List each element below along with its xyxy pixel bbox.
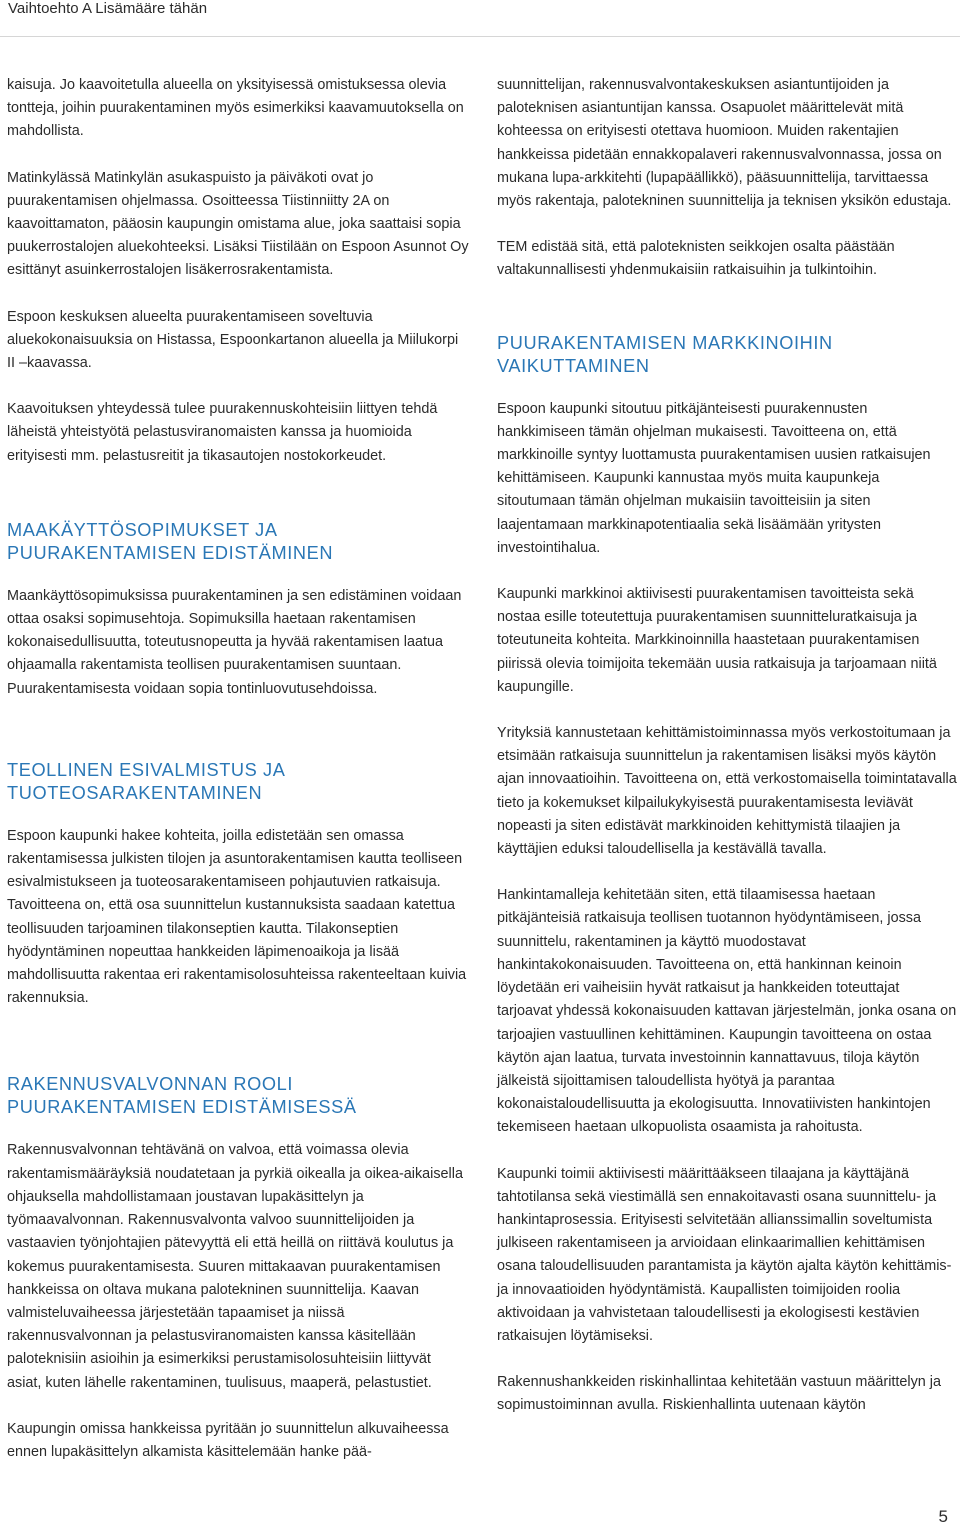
document-title: Vaihtoehto A Lisämääre tähän bbox=[8, 0, 208, 17]
right-column bbox=[497, 74, 957, 1441]
paragraph: Espoon keskuksen alueelta puurakentamiseen soveltuvia aluekokonaisuuksia on Histassa, Espoonkartanon alueella ja Miilukorpi II –kaavassa. bbox=[7, 308, 459, 372]
paragraph: Matinkylässä Matinkylän asukaspuisto ja päiväkoti ovat jo puurakentamisen ohjelmassa. Osoitteessa Tiistinniitty 2A on kaavoittamaton, pääosin kaupungin omistama alue, joka saattaisi sopia puukerrostalojen aluekohteeksi. Lisäksi Tiistilään on Espoon Asunnot Oy esittänyt asuinkerrostalojen lisäkerrosrakentamista. bbox=[7, 169, 469, 279]
paragraph: Rakennusvalvonnan tehtävänä on valvoa, että voimassa olevia rakentamismääräyksiä noudatetaan ja pyrkiä oikealla ja oikea-aikaisella ohjauksella mahdollistamaan joustavan lupakäsittelyn ja työmaavalvonnan. Rakennusvalvonta valvoo suunnittelijoiden ja vastaavien työnjohtajien pätevyyttä eli että heillä on riittävä koulutus ja kokemus puurakentamisesta. Suuren mittakaavan puurakentamisen hankkeissa on oltava mukana palotekninen suunnittelija. Kaavan valmisteluvaiheessa järjestetään tapaamiset ja niissä rakennusvalvonnan ja pelastusviranomaisten kanssa käsitellään paloteknisiin asioihin ja esimerkiksi perustamisolosuhteisiin liittyvät asiat, kuten lähelle rakentaminen, tuulisuus, maaperä, pelastustiet. bbox=[7, 1142, 463, 1391]
paragraph: Espoon kaupunki sitoutuu pitkäjänteisesti puurakennusten hankkimiseen tämän ohjelman mukaisesti. Tavoitteena on, että markkinoille syntyy luottamusta puurakentamisen uusien ratkaisujen kehittämiseen. Kaupunki kannustaa myös muita kaupunkeja sitoutumaan tämän ohjelman mukaisiin tavoitteisiin ja siten laajentamaan markkinapotentiaalia sekä lisäämään yritysten investointihalua. bbox=[497, 400, 931, 556]
paragraph: Maankäyttösopimuksissa puurakentaminen ja sen edistäminen voidaan ottaa osaksi sopimusehtoja. Sopimuksilla haetaan rakentamisen kokonaisedullisuutta, toteutusnopeutta ja hyvää rakentamisen laatua ohjaamalla rakentamista teollisen puurakentamisen suuntaan. Puurakentamisesta voidaan sopia tontinluovutusehdoissa. bbox=[7, 587, 462, 697]
paragraph: suunnittelijan, rakennusvalvontakeskuksen asiantuntijoiden ja paloteknisen asiantuntijan kanssa. Osapuolet määrittelevät mitä kohteessa on erityisesti otettava huomioon. Muiden rakentajien hankkeissa pidetään ennakkopalaveri rakennusvalvonnassa, jossa on mukana lupa-arkkitehti (lupapäällikkö), pääsuunnittelija, tarvittaessa myös rakentaja, palotekninen suunnittelija ja teknisen yksikön edustaja. bbox=[497, 77, 952, 210]
paragraph: Kaupungin omissa hankkeissa pyritään jo suunnittelun alkuvaiheessa ennen lupakäsittelyn alkamista käsittelemään hanke pää- bbox=[7, 1420, 449, 1460]
paragraph: Hankintamalleja kehitetään siten, että tilaamisessa haetaan pitkäjänteisiä ratkaisuja teollisen tuotannon hyödyntämiseen, jossa suunnittelu, rakentaminen ja käyttö muodostavat hankintakokonaisuuden. Tavoitteena on, että hankinnan keinoin löydetään eri vaiheisiin hyvät ratkaisut ja hankkeiden toteuttajat tarjoavat yhdessä kokonaisuuden kattavan järjestelmän, jonka osana on tarjoajien vastuullinen kehittäminen. Kaupungin tavoitteena on ostaa käytön ajan laatua, turvata investoinnin kannattavuus, tiloja käytön jälkeistä sijoittamisen taloudellista hyötyä ja parantaa kokonaistaloudellisuutta ja ekologisuutta. Innovatiivisten hankintojen tekemiseen haetaan ulkopuolista osaamista ja rahoitusta. bbox=[497, 887, 957, 1136]
section-heading: TEOLLINEN ESIVALMISTUS JA TUOTEOSARAKENTAMINEN bbox=[7, 759, 285, 803]
page-number: 5 bbox=[938, 1507, 948, 1526]
paragraph: Rakennushankkeiden riskinhallintaa kehitetään vastuun määrittelyn ja sopimustoiminnan avulla. Riskienhallinta uutenaan käytön bbox=[497, 1374, 941, 1414]
left-column bbox=[7, 74, 469, 1487]
paragraph: TEM edistää sitä, että paloteknisten seikkojen osalta päästään valtakunnallisesti yhdenmukaisiin ratkaisuihin ja tulkintoihin. bbox=[497, 239, 895, 279]
section-heading: PUURAKENTAMISEN MARKKINOIHIN VAIKUTTAMINEN bbox=[497, 332, 833, 376]
section-heading: MAAKÄYTTÖSOPIMUKSET JA PUURAKENTAMISEN EDISTÄMINEN bbox=[7, 519, 334, 563]
paragraph: Kaupunki toimii aktiivisesti määrittääkseen tilaajana ja käyttäjänä tahtotilansa sekä viestimällä sen ennakoitavasti osana suunnittelu- ja hankintaprosessia. Erityisesti selvitetään allianssimallin soveltumista julkiseen rakentamiseen ja arvioidaan elinkaarimallien kehittämisen osana taloudellisuuden parantamista ja käytön ajalta käytön kehittämis- ja innovaatioiden hyödyntämistä. Kaupallisten toimijoiden roolia aktivoidaan ja vahvistetaan taloudellisesti ja ekologisesti kestävien ratkaisujen löytämiseksi. bbox=[497, 1165, 952, 1344]
paragraph: kaisuja. Jo kaavoitetulla alueella on yksityisessä omistuksessa olevia tontteja, joihin puurakentaminen myös esimerkiksi kaavamuutoksella on mahdollista. bbox=[7, 77, 464, 140]
paragraph: Espoon kaupunki hakee kohteita, joilla edistetään sen omassa rakentamisessa julkisten tilojen ja asuntorakentamisen kautta teolliseen esivalmistukseen ja tuoteosarakentamiseen pohjautuvien ratkaisuja. Tavoitteena on, että osa suunnittelun kustannuksista saadaan katettua teollisuuden tarjoaminen tilakonseptien kautta. Tilakonseptien hyödyntäminen nopeuttaa hankkeiden läpimenoaikoja ja lisää mahdollisuutta rakentaa eri rakentamisolosuhteissa rakenteeltaan kuivia rakennuksia. bbox=[7, 827, 467, 1007]
page-header bbox=[0, 0, 960, 37]
paragraph: Kaupunki markkinoi aktiivisesti puurakentamisen tavoitteista sekä nostaa esille toteutettuja puurakentamisen suunnitteluratkaisuja ja toteutuneita kohteita. Markkinoinnilla haastetaan puurakentamisen piirissä olevia toimijoita tekemään uusia ratkaisuja ja tarjoamaan niitä kaupungille. bbox=[497, 586, 937, 695]
section-heading: RAKENNUSVALVONNAN ROOLI PUURAKENTAMISEN EDISTÄMISESSÄ bbox=[7, 1074, 357, 1118]
paragraph: Yrityksiä kannustetaan kehittämistoiminnassa myös verkostoitumaan ja etsimään ratkaisuja suunnittelun ja rakentamisen lisäksi myös käytön ajan innovaatioihin. Tavoitteena on, että verkostomaisella toimintatavalla tieto ja kokemukset kilpailukykyisestä puurakentamisesta leviävät nopeasti ja siten edistävät markkinoiden kehittymistä tilaajien ja käyttäjien eduksi taloudellisella ja kestävällä tavalla. bbox=[497, 725, 957, 858]
paragraph: Kaavoituksen yhteydessä tulee puurakennuskohteisiin liittyen tehdä läheistä yhteistyötä pelastusviranomaisten kanssa ja huomioida erityisesti mm. pelastusreitit ja tikasautojen nostokorkeudet. bbox=[7, 401, 438, 464]
